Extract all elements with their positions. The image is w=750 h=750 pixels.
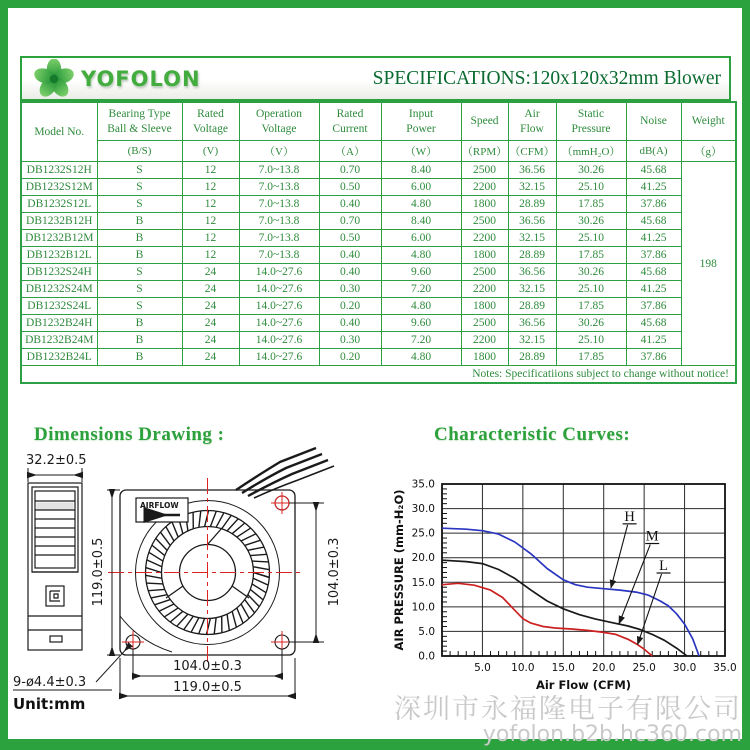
spec-cell: 12 (182, 230, 239, 247)
svg-text:104.0±0.3: 104.0±0.3 (173, 659, 242, 674)
curve-label-M: M (645, 528, 659, 545)
spec-cell: 6.00 (381, 179, 461, 196)
spec-cell: 2200 (461, 281, 508, 298)
curves-section-title: Characteristic Curves: (434, 424, 631, 445)
spec-cell: 0.20 (319, 298, 381, 315)
header (20, 56, 731, 101)
spec-cell: 37.86 (626, 298, 681, 315)
spec-cell: B (97, 247, 182, 264)
y-tick-label: 25.0 (411, 527, 435, 540)
spec-cell: 4.80 (381, 196, 461, 213)
spec-cell: 0.40 (319, 315, 381, 332)
x-tick-label: 10.0 (511, 662, 535, 674)
spec-cell: 7.0~13.8 (239, 179, 319, 196)
curve-label-L: L (659, 558, 668, 574)
dimensions-drawing (8, 446, 374, 712)
spec-cell: 7.20 (381, 332, 461, 349)
watermark (394, 696, 742, 746)
spec-cell: 24 (182, 281, 239, 298)
spec-cell: 30.26 (556, 162, 626, 179)
y-tick-label: 5.0 (418, 625, 435, 638)
col-header: Static Pressure (556, 102, 626, 141)
spec-cell: S (97, 264, 182, 281)
col-header: Bearing Type Ball & Sleeve (97, 102, 182, 141)
spec-cell: 17.85 (556, 349, 626, 366)
spec-cell: B (97, 213, 182, 230)
spec-cell: 24 (182, 349, 239, 366)
logo (22, 59, 201, 99)
spec-row (21, 264, 736, 281)
col-header-unit: （g） (681, 141, 736, 162)
spec-cell: 2500 (461, 264, 508, 281)
spec-cell: 41.25 (626, 281, 681, 298)
spec-cell: 0.70 (319, 162, 381, 179)
spec-row (21, 281, 736, 298)
col-header-unit: （RPM） (461, 141, 508, 162)
spec-cell: S (97, 281, 182, 298)
spec-cell: 36.56 (508, 315, 556, 332)
spec-cell: DB1232B24L (21, 349, 97, 366)
spec-cell: 32.15 (508, 332, 556, 349)
spec-cell: 32.15 (508, 230, 556, 247)
spec-cell: 7.20 (381, 281, 461, 298)
spec-cell: 4.80 (381, 298, 461, 315)
website-url: yofolon.b2b.hc360.com (482, 721, 742, 747)
spec-cell: 0.40 (319, 247, 381, 264)
spec-cell: DB1232S24L (21, 298, 97, 315)
spec-cell: 24 (182, 264, 239, 281)
spec-cell: DB1232B12L (21, 247, 97, 264)
spec-cell: 24 (182, 332, 239, 349)
weight-cell: 198 (681, 162, 736, 366)
spec-cell: 0.50 (319, 230, 381, 247)
spec-row (21, 179, 736, 196)
spec-cell: 17.85 (556, 298, 626, 315)
spec-cell: S (97, 196, 182, 213)
spec-cell: 37.86 (626, 349, 681, 366)
svg-text:119.0±0.5: 119.0±0.5 (173, 680, 242, 695)
spec-cell: 7.0~13.8 (239, 247, 319, 264)
spec-cell: S (97, 298, 182, 315)
y-tick-label: 35.0 (411, 478, 435, 491)
spec-cell: 6.00 (381, 230, 461, 247)
spec-cell: 14.0~27.6 (239, 298, 319, 315)
spec-cell: 1800 (461, 196, 508, 213)
spec-cell: 30.26 (556, 213, 626, 230)
brand-name: YOFOLON (81, 66, 201, 91)
spec-cell: 17.85 (556, 196, 626, 213)
col-header-unit: （CFM） (508, 141, 556, 162)
x-tick-label: 30.0 (672, 662, 697, 674)
spec-cell: B (97, 315, 182, 332)
spec-cell: 1800 (461, 298, 508, 315)
x-tick-label: 15.0 (551, 662, 575, 674)
spec-row (21, 298, 736, 315)
flower-logo-icon (34, 59, 74, 99)
spec-cell: 7.0~13.8 (239, 213, 319, 230)
spec-cell: DB1232S12M (21, 179, 97, 196)
spec-cell: 0.20 (319, 349, 381, 366)
spec-cell: 12 (182, 196, 239, 213)
spec-cell: 2200 (461, 332, 508, 349)
spec-cell: B (97, 332, 182, 349)
col-header-unit: （W） (381, 141, 461, 162)
spec-cell: 28.89 (508, 298, 556, 315)
spec-cell: 0.50 (319, 179, 381, 196)
spec-row (21, 247, 736, 264)
y-tick-label: 30.0 (411, 503, 435, 516)
y-tick-label: 10.0 (411, 601, 435, 614)
spec-cell: 2200 (461, 179, 508, 196)
spec-cell: 0.70 (319, 213, 381, 230)
spec-cell: 14.0~27.6 (239, 281, 319, 298)
spec-cell: S (97, 162, 182, 179)
spec-cell: DB1232B12H (21, 213, 97, 230)
curve-label-arrow (619, 545, 650, 624)
spec-cell: 25.10 (556, 179, 626, 196)
spec-cell: 12 (182, 162, 239, 179)
spec-cell: 2500 (461, 162, 508, 179)
spec-cell: 4.80 (381, 247, 461, 264)
spec-cell: S (97, 179, 182, 196)
col-header-unit: (V) (182, 141, 239, 162)
spec-cell: 14.0~27.6 (239, 315, 319, 332)
svg-text:9-ø4.4±0.3: 9-ø4.4±0.3 (13, 675, 87, 690)
x-axis-label: Air Flow (CFM) (535, 678, 632, 692)
spec-row (21, 315, 736, 332)
spec-cell: 0.40 (319, 196, 381, 213)
spec-cell: 37.86 (626, 247, 681, 264)
spec-cell: 25.10 (556, 230, 626, 247)
spec-cell: 24 (182, 315, 239, 332)
col-header-model: Model No. (21, 102, 97, 162)
spec-cell: 30.26 (556, 315, 626, 332)
spec-cell: 14.0~27.6 (239, 349, 319, 366)
spec-cell: 14.0~27.6 (239, 332, 319, 349)
spec-cell: 12 (182, 179, 239, 196)
spec-table (20, 101, 737, 384)
x-tick-label: 20.0 (592, 662, 616, 674)
spec-cell: 28.89 (508, 247, 556, 264)
spec-cell: DB1232S12L (21, 196, 97, 213)
spec-cell: 2500 (461, 315, 508, 332)
col-header: Rated Voltage (182, 102, 239, 141)
spec-cell: 41.25 (626, 230, 681, 247)
page-title: SPECIFICATIONS:120x120x32mm Blower (372, 67, 721, 89)
spec-cell: 1800 (461, 247, 508, 264)
spec-cell: 4.80 (381, 349, 461, 366)
curve-label-arrow (611, 525, 628, 588)
col-header: Speed (461, 102, 508, 141)
spec-cell: 36.56 (508, 213, 556, 230)
col-header: Operation Voltage (239, 102, 319, 141)
x-tick-label: 5.0 (474, 662, 491, 674)
spec-cell: 41.25 (626, 332, 681, 349)
spec-cell: 30.26 (556, 264, 626, 281)
col-header-unit: (B/S) (97, 141, 182, 162)
spec-cell: 45.68 (626, 264, 681, 281)
curve-label-H: H (624, 508, 635, 525)
col-header: Noise (626, 102, 681, 141)
y-axis-label: AIR PRESSURE (mm-H₂O) (392, 489, 406, 651)
spec-cell: 0.30 (319, 332, 381, 349)
company-name: 深圳市永福隆电子有限公司 (394, 694, 742, 726)
spec-row (21, 332, 736, 349)
spec-table-header (21, 102, 736, 162)
spec-cell: 8.40 (381, 162, 461, 179)
col-header-unit: （A） (319, 141, 381, 162)
col-header: Air Flow (508, 102, 556, 141)
spec-cell: 25.10 (556, 281, 626, 298)
spec-cell: 17.85 (556, 247, 626, 264)
spec-cell: 28.89 (508, 196, 556, 213)
svg-text:104.0±0.3: 104.0±0.3 (327, 537, 342, 607)
y-tick-label: 0.0 (418, 650, 435, 663)
curve-H (442, 528, 699, 656)
spec-row (21, 230, 736, 247)
spec-cell: 7.0~13.8 (239, 162, 319, 179)
dim-width-side: 32.2±0.5 (26, 453, 87, 468)
unit-label: Unit:mm (13, 695, 86, 712)
spec-cell: 32.15 (508, 179, 556, 196)
spec-cell: DB1232S24M (21, 281, 97, 298)
spec-cell: 0.40 (319, 264, 381, 281)
x-tick-label: 25.0 (632, 662, 656, 674)
spec-cell: 2500 (461, 213, 508, 230)
col-header-unit: （V） (239, 141, 319, 162)
fan-side-view (28, 483, 82, 650)
dimensions-section-title: Dimensions Drawing : (34, 424, 225, 445)
x-tick-label: 35.0 (713, 662, 737, 674)
col-header-unit: dB(A) (626, 141, 681, 162)
spec-cell: 2200 (461, 230, 508, 247)
spec-cell: 45.68 (626, 315, 681, 332)
y-tick-label: 20.0 (411, 552, 435, 565)
col-header: Input Power (381, 102, 461, 141)
col-header-unit: （mmH₂O） (556, 141, 626, 162)
spec-row (21, 349, 736, 366)
spec-cell: 8.40 (381, 213, 461, 230)
spec-cell: 25.10 (556, 332, 626, 349)
airflow-text: AIRFLOW (140, 501, 179, 510)
notes-row (21, 366, 736, 384)
spec-cell: DB1232B12M (21, 230, 97, 247)
spec-cell: DB1232S24H (21, 264, 97, 281)
spec-cell: B (97, 230, 182, 247)
spec-cell: DB1232S12H (21, 162, 97, 179)
spec-cell: 32.15 (508, 281, 556, 298)
spec-cell: 7.0~13.8 (239, 230, 319, 247)
svg-text:119.0±0.5: 119.0±0.5 (91, 537, 106, 607)
col-header: Weight (681, 102, 736, 141)
spec-cell: 28.89 (508, 349, 556, 366)
col-header: Rated Current (319, 102, 381, 141)
spec-cell: 12 (182, 213, 239, 230)
spec-cell: 36.56 (508, 264, 556, 281)
spec-cell: 9.60 (381, 315, 461, 332)
y-tick-label: 15.0 (411, 576, 435, 589)
spec-row (21, 213, 736, 230)
spec-cell: 1800 (461, 349, 508, 366)
spec-cell: 24 (182, 298, 239, 315)
notes-cell: Notes: Specificatiions subject to change without notice! (21, 366, 736, 384)
spec-cell: 9.60 (381, 264, 461, 281)
spec-table-body (21, 162, 736, 384)
spec-cell: 14.0~27.6 (239, 264, 319, 281)
spec-cell: 41.25 (626, 179, 681, 196)
characteristic-curves-chart (392, 462, 742, 702)
spec-cell: DB1232B24H (21, 315, 97, 332)
spec-cell: 36.56 (508, 162, 556, 179)
spec-cell: 45.68 (626, 162, 681, 179)
spec-row (21, 162, 736, 179)
spec-cell: 7.0~13.8 (239, 196, 319, 213)
spec-cell: 0.30 (319, 281, 381, 298)
spec-cell: 12 (182, 247, 239, 264)
spec-row (21, 196, 736, 213)
spec-cell: 45.68 (626, 213, 681, 230)
spec-cell: B (97, 349, 182, 366)
spec-cell: DB1232B24M (21, 332, 97, 349)
spec-cell: 37.86 (626, 196, 681, 213)
airflow-label (136, 498, 188, 522)
